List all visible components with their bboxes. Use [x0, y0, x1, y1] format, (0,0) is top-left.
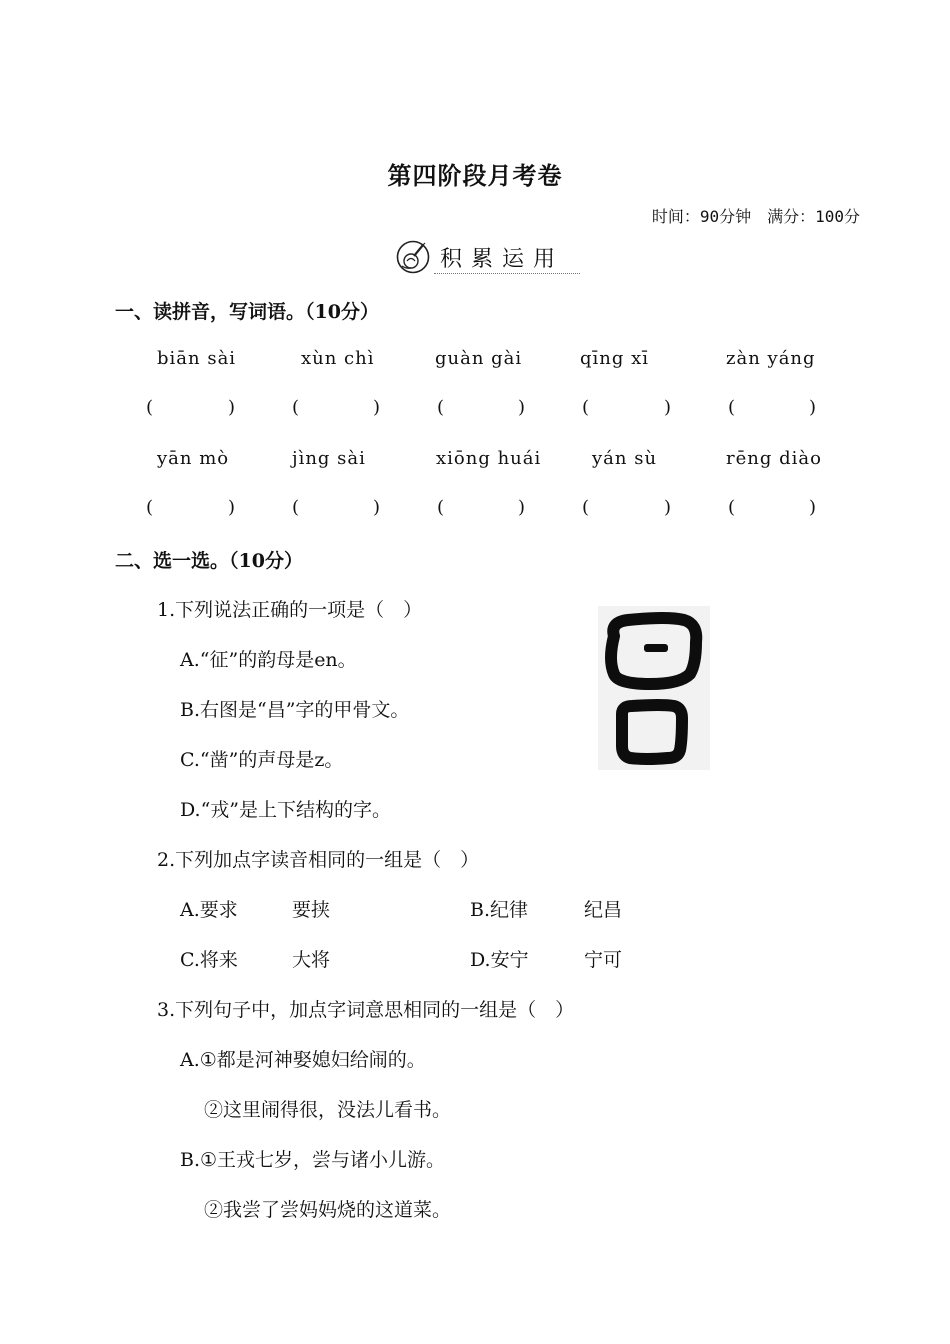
section1-heading: 一、读拼音，写词语。（10分） [115, 301, 379, 323]
q1-option-c: C.“凿”的声母是z。 [180, 749, 344, 771]
answer-open: ( [728, 397, 736, 418]
pinyin-10: rēng diào [726, 448, 822, 469]
question-1-stem: 1.下列说法正确的一项是（ ） [157, 599, 423, 621]
answer-open: ( [728, 497, 736, 518]
answer-close: ) [809, 497, 817, 518]
q2-option-d-word1: D.安宁 [470, 949, 529, 971]
q2-option-b-word2: 纪昌 [584, 899, 623, 921]
q3-option-a-line2: ②这里闹得很，没法儿看书。 [204, 1099, 452, 1121]
answer-open: ( [582, 397, 590, 418]
answer-close: ) [809, 397, 817, 418]
q1-option-a: A.“征”的韵母是en。 [180, 649, 357, 671]
answer-close: ) [664, 497, 672, 518]
answer-close: ) [373, 397, 381, 418]
pinyin-5: zàn yáng [726, 348, 816, 369]
q2-option-b-word1: B.纪律 [470, 899, 529, 921]
answer-open: ( [292, 397, 300, 418]
answer-open: ( [146, 497, 154, 518]
q2-option-c-word1: C.将来 [180, 949, 238, 971]
q3-option-b-line1: B.①王戎七岁，尝与诸小儿游。 [180, 1149, 446, 1171]
answer-open: ( [292, 497, 300, 518]
answer-open: ( [437, 397, 445, 418]
answer-open: ( [437, 497, 445, 518]
answer-close: ) [518, 497, 526, 518]
answer-close: ) [373, 497, 381, 518]
answer-open: ( [582, 497, 590, 518]
pinyin-2: xùn chì [301, 348, 375, 369]
section2-heading: 二、选一选。（10分） [115, 550, 303, 572]
banner-underline [434, 273, 580, 274]
q1-option-b: B.右图是“昌”字的甲骨文。 [180, 699, 410, 721]
banner-label: 积累运用 [440, 247, 565, 272]
q3-option-a-line1: A.①都是河神娶媳妇给闹的。 [180, 1049, 426, 1071]
pinyin-1: biān sài [157, 348, 237, 369]
pen-ink-icon [396, 240, 430, 274]
pinyin-9: yán sù [592, 448, 658, 469]
q2-option-c-word2: 大将 [292, 949, 331, 971]
q2-option-d-word2: 宁可 [584, 949, 623, 971]
q2-option-a-word2: 要挟 [292, 899, 331, 921]
answer-close: ) [228, 497, 236, 518]
exam-time-score: 时间：90分钟 满分：100分 [651, 207, 860, 226]
answer-open: ( [146, 397, 154, 418]
answer-close: ) [228, 397, 236, 418]
q3-option-b-line2: ②我尝了尝妈妈烧的这道菜。 [204, 1199, 452, 1221]
pinyin-4: qīng xī [580, 348, 650, 369]
section-banner [396, 238, 582, 278]
pinyin-6: yān mò [157, 448, 230, 469]
oracle-bone-glyph-image [598, 606, 710, 770]
pinyin-7: jìng sài [292, 448, 366, 469]
q1-option-d: D.“戎”是上下结构的字。 [180, 799, 392, 821]
question-2-stem: 2.下列加点字读音相同的一组是（ ） [157, 849, 480, 871]
question-3-stem: 3.下列句子中，加点字词意思相同的一组是（ ） [157, 999, 575, 1021]
answer-close: ) [664, 397, 672, 418]
page-title: 第四阶段月考卷 [387, 161, 563, 190]
pinyin-8: xiōng huái [436, 448, 542, 469]
q2-option-a-word1: A.要求 [180, 899, 238, 921]
pinyin-3: guàn gài [435, 348, 523, 369]
answer-close: ) [518, 397, 526, 418]
